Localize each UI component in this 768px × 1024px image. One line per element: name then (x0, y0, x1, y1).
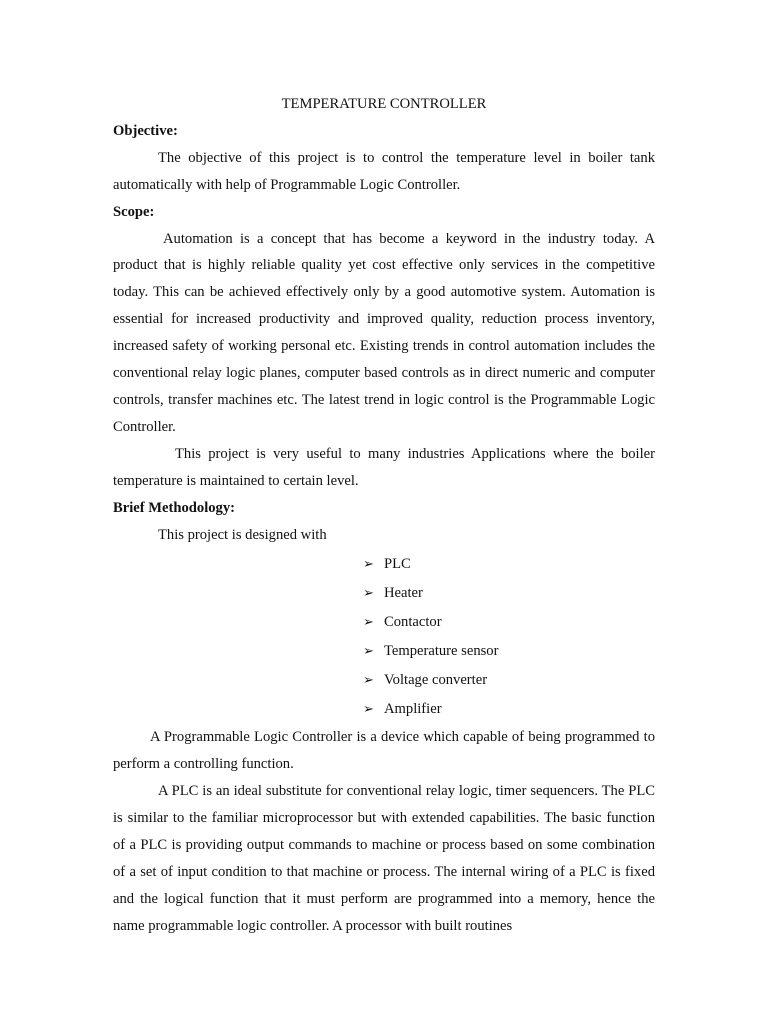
scope-heading: Scope: (113, 203, 155, 220)
list-item (363, 579, 655, 608)
list-item (363, 637, 655, 666)
arrow-bullet-icon: ➢ (363, 673, 374, 689)
plc-definition-paragraph: A Programmable Logic Controller is a device which capable of being programmed to perform a controlling function. (113, 729, 655, 773)
arrow-bullet-icon: ➢ (363, 615, 374, 631)
plc-description-paragraph: A PLC is an ideal substitute for conventional relay logic, timer sequencers. The PLC is similar to the familiar microprocessor but with extended capabilities. The basic function of a PLC is providing output commands to machine or process based on some combination of a set of input condition to that machine or process. The internal wiring of a PLC is fixed and the logical function that it must perform are programmed into a memory, hence the name programmable logic controller. A processor with built routines (113, 783, 655, 934)
list-item (363, 666, 655, 695)
list-item (363, 608, 655, 637)
scope-paragraph-1: Automation is a concept that has become a keyword in the industry today. A product that is highly reliable quality yet cost effective only services in the competitive today. This can be achieved effectively only by a good automotive system. Automation is essential for increased productivity and improved quality, reduction process inventory, increased safety of working personal etc. Existing trends in control automation includes the conventional relay logic planes, computer based controls as in direct numeric and computer controls, transfer machines etc. The latest trend in logic control is the Programmable Logic Controller. (113, 230, 655, 435)
methodology-heading: Brief Methodology: (113, 499, 235, 516)
arrow-bullet-icon: ➢ (363, 557, 374, 573)
list-item-label: Temperature sensor (384, 643, 499, 660)
list-item-label: Heater (384, 585, 423, 602)
arrow-bullet-icon: ➢ (363, 586, 374, 602)
list-item-label: Voltage converter (384, 672, 488, 689)
list-item-label: PLC (384, 556, 411, 573)
methodology-intro: This project is designed with (158, 526, 327, 543)
scope-paragraph-2: This project is very useful to many industries Applications where the boiler temperature is maintained to certain level. (113, 445, 655, 489)
objective-paragraph: The objective of this project is to control the temperature level in boiler tank automatically with help of Programmable Logic Controller. (113, 149, 655, 193)
list-item-label: Amplifier (384, 701, 442, 718)
list-item (363, 550, 655, 579)
list-item (363, 695, 655, 724)
component-list (113, 550, 655, 724)
arrow-bullet-icon: ➢ (363, 702, 374, 718)
arrow-bullet-icon: ➢ (363, 644, 374, 660)
document-title: TEMPERATURE CONTROLLER (281, 96, 487, 112)
document-body (113, 91, 655, 940)
list-item-label: Contactor (384, 614, 442, 631)
objective-heading: Objective: (113, 122, 178, 139)
